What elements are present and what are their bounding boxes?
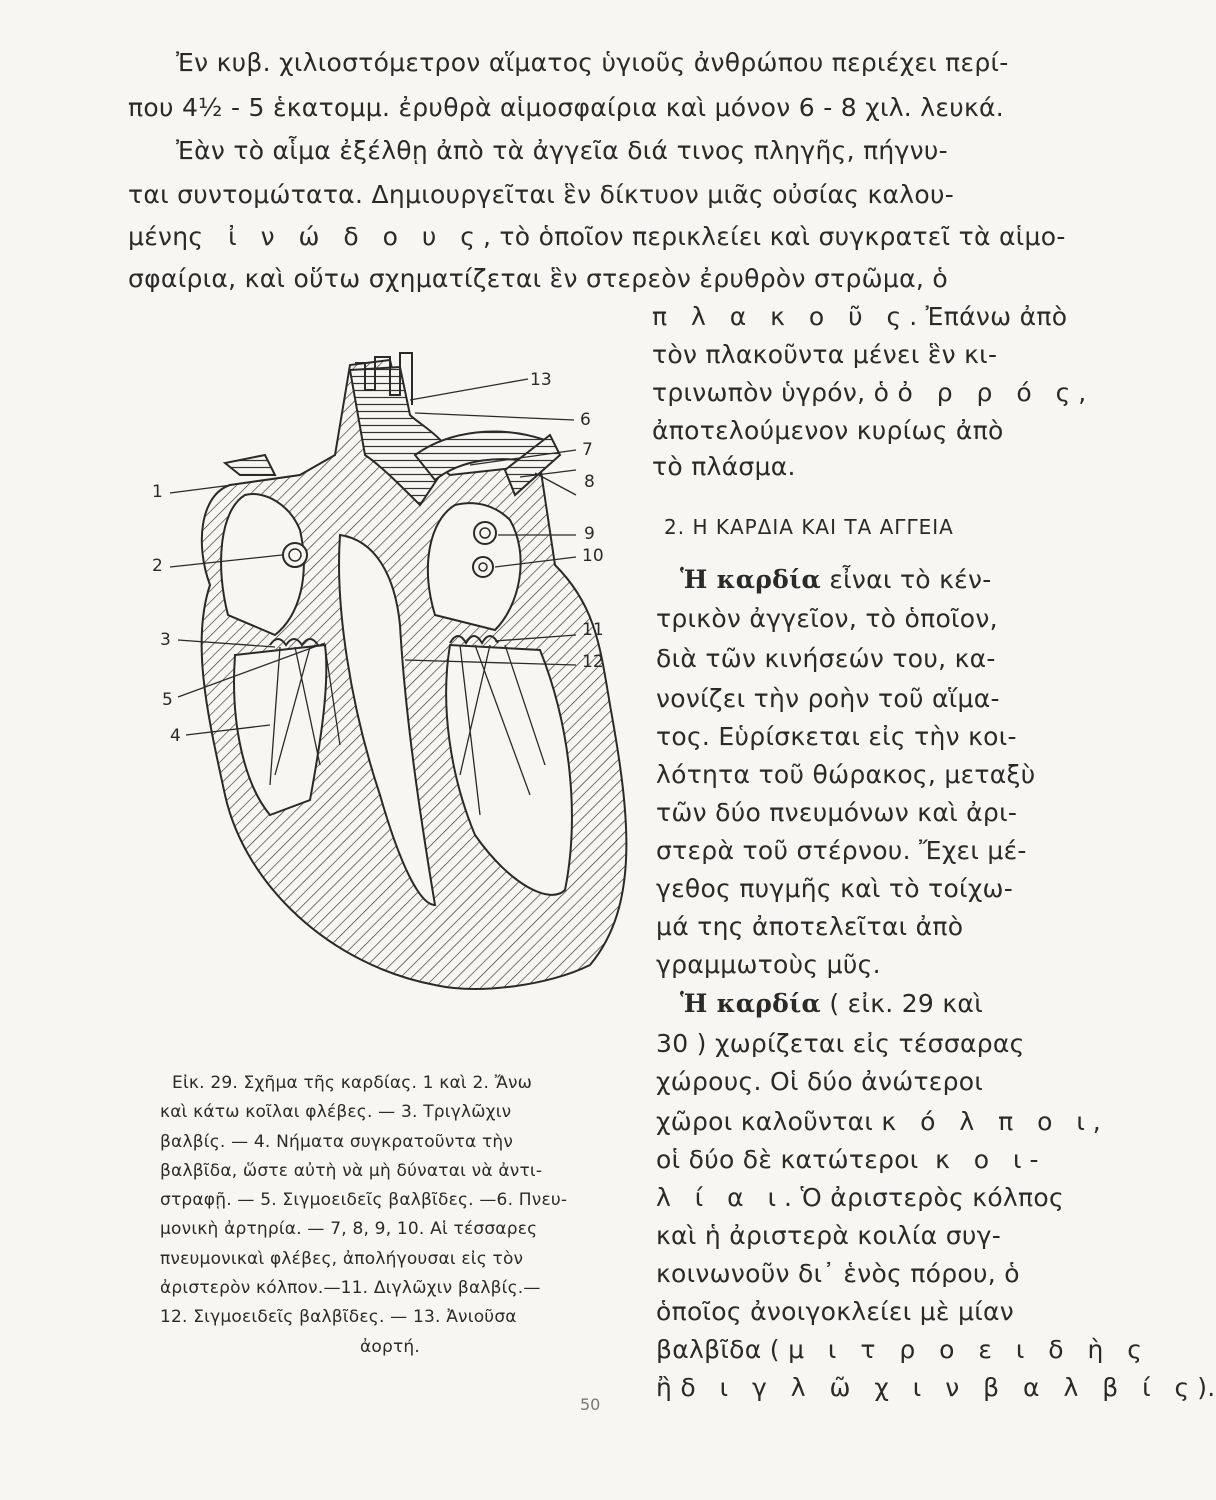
caption-line4: βαλβῖδα, ὥστε αὐτὴ νὰ μὴ δύναται νὰ ἀντι- [160,1161,543,1181]
page-number: 50 [580,1395,601,1414]
para3-line9: γεθος πυγμῆς καὶ τὸ τοίχω- [656,874,1014,903]
figure-label-7: 7 [582,440,593,460]
para4-line4 [656,1107,1101,1137]
para2-line7-end: , [1078,378,1087,407]
para1-line1: Ἐν κυβ. χιλιοστόμετρον αἵματος ὑγιοῦς ἀνθρώπου περιέχει περί- [176,48,1009,77]
para4-term-koi: κ ο ι- [935,1145,1047,1174]
figure-label-1: 1 [152,482,163,502]
caption-line9: 12. Σιγμοειδεῖς βαλβῖδες. — 13. Ἀνιοῦσα [160,1307,517,1327]
para2-line9: τὸ πλάσμα. [652,452,796,481]
para4-line6-rest: . Ὁ ἀριστερὸς κόλπος [784,1183,1064,1212]
para3-line6: λότητα τοῦ θώρακος, μεταξὺ [656,760,1036,789]
figure-label-2: 2 [152,556,163,576]
para4-line11-start: ἢ [656,1373,673,1402]
caption-line6: μονικὴ ἀρτηρία. — 7, 8, 9, 10. Αἱ τέσσαρες [160,1219,538,1239]
para2-line8: ἀποτελούμενον κυρίως ἀπὸ [652,416,1004,445]
para4-term-liai: λ ί α ι [656,1183,785,1212]
para4-line2: 30 ) χωρίζεται εἰς τέσσαρας [656,1029,1025,1058]
para2-term-plakous: π λ α κ ο ῦ ς [652,302,910,331]
para4-line10 [656,1335,1150,1365]
para3-line5: τος. Εὑρίσκεται εἰς τὴν κοι- [656,722,1017,751]
figure-label-10: 10 [582,546,604,566]
para2-line1: Ἐὰν τὸ αἷμα ἐξέλθῃ ἀπὸ τὰ ἀγγεῖα διά τινος πληγῆς, πήγνυ- [176,136,949,165]
para2-word-menes: μένης [128,222,204,251]
para4-line11 [656,1373,1216,1403]
vena-cava-superior [225,455,275,475]
para4-line10-start: βαλβῖδα ( [656,1335,780,1364]
para3-line3: διὰ τῶν κινήσεών του, κα- [656,644,996,673]
figure-label-8: 8 [584,472,595,492]
figure-label-12: 12 [582,652,604,672]
caption-line3: βαλβίς. — 4. Νήματα συγκρατοῦντα τὴν [160,1132,514,1152]
figure-label-11: 11 [582,620,604,640]
para3-line2: τρικὸν ἀγγεῖον, τὸ ὁποῖον, [656,604,998,633]
vessel-opening-10 [473,557,493,577]
para4-line4-start: χῶροι καλοῦνται [656,1107,874,1136]
vessel-opening-2 [283,543,307,567]
para4-line3: χώρους. Οἱ δύο ἀνώτεροι [656,1067,984,1096]
para2-term-orros: ὀ ρ ρ ό ς [897,378,1079,407]
para2-term-inodous: ἰ ν ώ δ ο υ ς [228,222,483,251]
figure-label-6: 6 [580,410,591,430]
para4-term-kolpoi: κ ό λ π ο ι [881,1107,1093,1136]
figure-label-3: 3 [160,630,171,650]
para2-line3-rest: , τὸ ὁποῖον περικλείει καὶ συγκρατεῖ τὰ αἱμο- [482,222,1066,251]
figure-label-4: 4 [170,726,181,746]
figure-label-5: 5 [162,690,173,710]
para3-line11: γραμμωτοὺς μῦς. [656,950,881,979]
caption-line2: καὶ κάτω κοῖλαι φλέβες. — 3. Τριγλῶχιν [160,1102,512,1122]
para3-line1-rest: εἶναι τὸ κέν- [829,565,992,594]
caption-line10: ἀορτή. [360,1337,421,1357]
para2-line4: σφαίρια, καὶ οὕτω σχηματίζεται ἓν στερεὸν ἐρυθρὸν στρῶμα, ὁ [128,264,948,293]
para4-line6 [656,1183,1064,1213]
para4-line4-end: , [1092,1107,1102,1136]
section-heading: 2. Η ΚΑΡΔΙΑ ΚΑΙ ΤΑ ΑΓΓΕΙΑ [664,515,954,539]
para4-line7: καὶ ἡ ἀριστερὰ κοιλία συγ- [656,1221,1002,1250]
para2-line7 [652,378,1087,408]
caption-line5: στραφῇ. — 5. Σιγμοειδεῖς βαλβῖδες. —6. Πνευ- [160,1190,568,1210]
para2-line3 [128,222,1066,252]
heart-diagram [150,345,640,1055]
figure-label-13: 13 [530,370,552,390]
para3-term-kardia: Ἡ καρδία [680,565,822,594]
para2-line7-start: τρινωπὸν ὑγρόν, ὁ [652,378,890,407]
para3-line7: τῶν δύο πνευμόνων καὶ ἀρι- [656,798,1018,827]
caption-line8: ἀριστερὸν κόλπον.—11. Διγλῶχιν βαλβίς.— [160,1278,541,1298]
caption-line1: Εἰκ. 29. Σχῆμα τῆς καρδίας. 1 καὶ 2. Ἄνω [172,1073,533,1093]
para2-line6: τὸν πλακοῦντα μένει ἓν κι- [652,340,998,369]
para3-line10: μά της ἀποτελεῖται ἀπὸ [656,912,964,941]
figure-label-9: 9 [584,524,595,544]
para4-line5 [656,1145,1046,1175]
para2-line2: ται συντομώτατα. Δημιουργεῖται ἓν δίκτυον μιᾶς οὐσίας καλου- [128,180,955,209]
para1-line2: που 4½ - 5 ἑκατομμ. ἐρυθρὰ αἱμοσφαίρια καὶ μόνον 6 - 8 χιλ. λευκά. [128,93,1005,122]
para3-line1 [680,565,992,595]
para4-line1-rest: ( εἰκ. 29 καὶ [829,989,983,1018]
para4-term-mitroeides: μ ι τ ρ ο ε ι δ ὴ ς [788,1335,1150,1364]
para4-line1 [680,989,983,1019]
para3-line4: νονίζει τὴν ροὴν τοῦ αἵμα- [656,684,1000,713]
para4-line9: ὁποῖος ἀνοιγοκλείει μὲ μίαν [656,1297,1015,1326]
caption-line7: πνευμονικαὶ φλέβες, ἀπολήγουσαι εἰς τὸν [160,1249,524,1269]
para2-line5 [652,302,1067,332]
para2-line5-rest: . Ἐπάνω ἀπὸ [909,302,1068,331]
vessel-opening-9 [474,522,496,544]
para3-line8: στερὰ τοῦ στέρνου. Ἔχει μέ- [656,836,1027,865]
para4-term-kardia: Ἡ καρδία [680,989,822,1018]
para4-term-diglochin: δ ι γ λ ῶ χ ι ν β α λ β ί ς [680,1373,1198,1402]
para4-line11-end: ). [1197,1373,1216,1402]
para4-line5-start: οἱ δύο δὲ κατώτεροι [656,1145,919,1174]
para4-line8: κοινωνοῦν δι᾽ ἑνὸς πόρου, ὁ [656,1259,1020,1288]
